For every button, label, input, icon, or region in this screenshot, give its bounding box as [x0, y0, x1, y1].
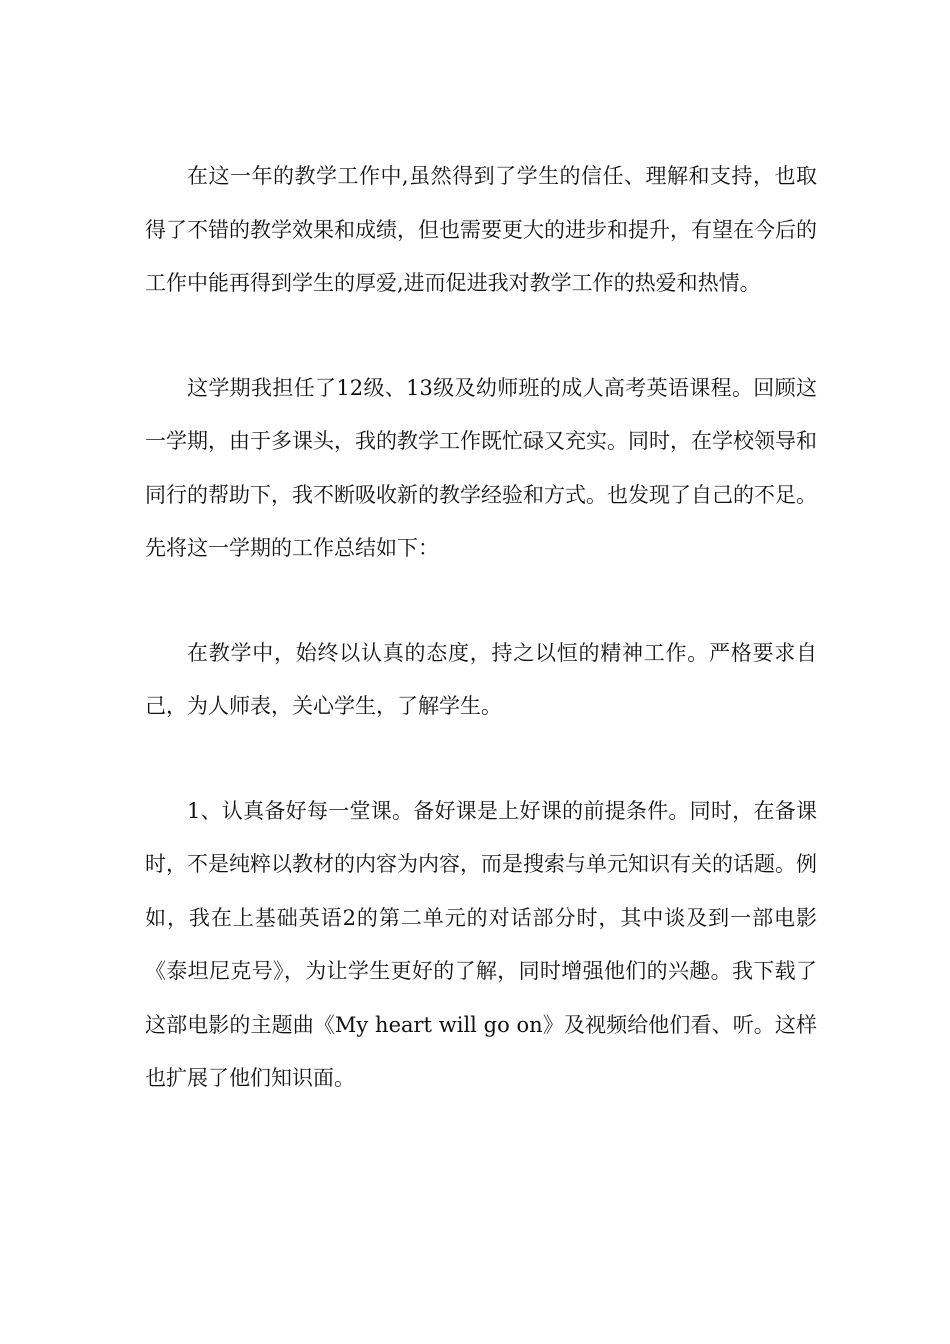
paragraph-lesson-preparation: 1、认真备好每一堂课。备好课是上好课的前提条件。同时，在备课时，不是纯粹以教材的内容为内容，而是搜索与单元知识有关的话题。例如，我在上基础英语2的第二单元的对话部分时，其中谈及到一部电影《泰坦尼克号》，为让学生更好的了解，同时增强他们的兴趣。我下载了这部电影的主题曲《My heart will go on》及视频给他们看、听。这样也扩展了他们知识面。 — [145, 798, 817, 1090]
paragraph-teaching-attitude: 在教学中，始终以认真的态度，持之以恒的精神工作。严格要求自己，为人师表，关心学生，了解学生。 — [145, 640, 817, 718]
paragraph-semester-courses: 这学期我担任了12级、13级及幼师班的成人高考英语课程。回顾这一学期，由于多课头，我的教学工作既忙碌又充实。同时，在学校领导和同行的帮助下，我不断吸收新的教学经验和方式。也发现了自己的不足。先将这一学期的工作总结如下： — [145, 375, 817, 560]
paragraph-teaching-year-summary: 在这一年的教学工作中,虽然得到了学生的信任、理解和支持，也取得了不错的教学效果和成绩，但也需要更大的进步和提升，有望在今后的工作中能再得到学生的厚爱,进而促进我对教学工作的热爱和热情。 — [145, 164, 817, 295]
document-body — [145, 150, 817, 1106]
